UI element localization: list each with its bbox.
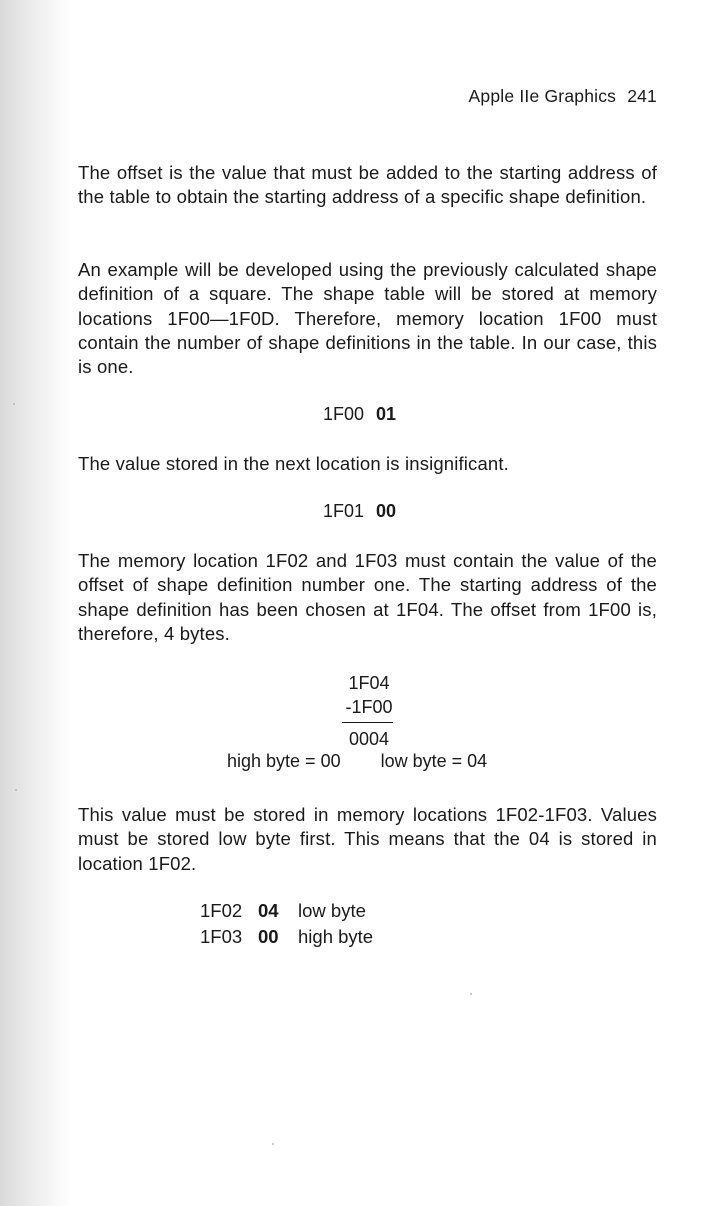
page-gutter-shadow xyxy=(0,0,70,1206)
paragraph-storage-order: This value must be stored in memory locations 1F02-1F03. Values must be stored low byte first. This means that the 04 is stored in location 1F02. xyxy=(78,804,657,874)
paragraph-offset-explanation: The memory location 1F02 and 1F03 must contain the value of the offset of shape definition number one. The starting address of the shape definition has been chosen at 1F04. The offset from 1F00 is, therefore, 4 bytes. xyxy=(78,550,657,644)
memory-address: 1F01 xyxy=(322,501,364,521)
paper-speck xyxy=(470,993,472,995)
memory-value: 01 xyxy=(376,404,397,424)
byte-table-row xyxy=(200,900,366,922)
byte-table-address: 1F03 xyxy=(200,926,243,947)
memory-value: 00 xyxy=(376,501,397,521)
memory-line-1f00 xyxy=(0,404,719,425)
byte-table-value: 00 xyxy=(258,926,279,947)
byte-table-label: high byte xyxy=(298,926,374,947)
paper-speck xyxy=(15,789,17,791)
memory-address: 1F00 xyxy=(322,404,364,424)
byte-split-line xyxy=(227,751,487,772)
byte-table-row xyxy=(200,926,373,948)
header-title: Apple IIe Graphics xyxy=(468,86,617,106)
paragraph-example-intro: An example will be developed using the previously calculated shape definition of a square. The shape table will be stored at memory locations 1F00—1F0D. Therefore, memory location 1F00 must contain the number of shape definitions in the table. In our case, this is one. xyxy=(78,259,657,378)
paragraph-offset-definition: The offset is the value that must be added to the starting address of the table to obtain the starting address of a specific shape definition. xyxy=(78,162,657,208)
byte-table-address: 1F02 xyxy=(200,900,243,921)
byte-table-label: low byte xyxy=(298,900,366,921)
calc-subtrahend: -1F00 xyxy=(345,697,393,717)
page-number: 241 xyxy=(627,86,657,106)
paragraph-insignificant: The value stored in the next location is insignificant. xyxy=(78,453,509,474)
running-header xyxy=(469,86,657,107)
paper-speck xyxy=(272,1143,274,1145)
low-byte-label: low byte = 04 xyxy=(380,751,488,771)
calc-divider-line xyxy=(342,722,393,723)
byte-table-value: 04 xyxy=(258,900,279,921)
calc-result: 0004 xyxy=(348,729,390,749)
paper-speck xyxy=(13,403,15,405)
high-byte-label: high byte = 00 xyxy=(227,751,341,771)
memory-line-1f01 xyxy=(0,501,719,522)
calc-minuend: 1F04 xyxy=(348,673,390,693)
